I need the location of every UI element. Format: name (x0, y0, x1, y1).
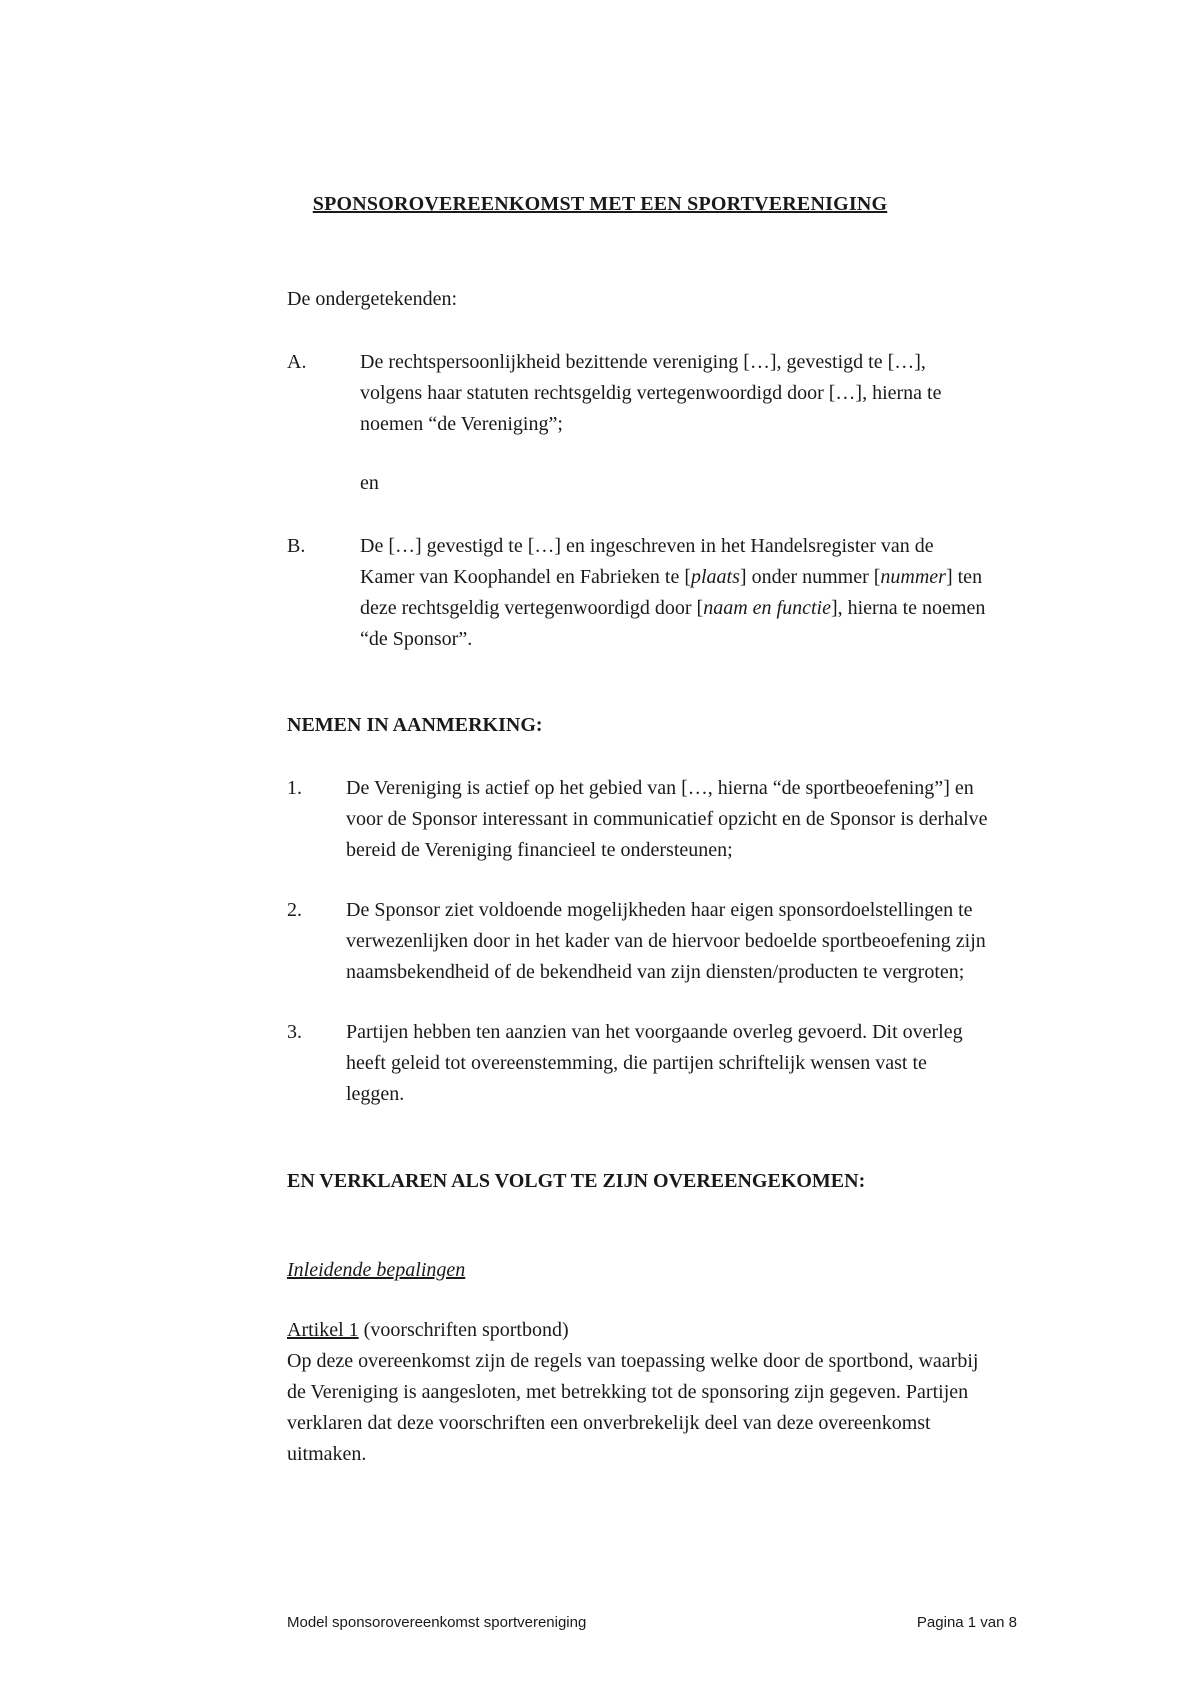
article-line: uitmaken. (287, 1443, 367, 1465)
article-1 (287, 1315, 1077, 1470)
party-a-label: A. (287, 351, 307, 373)
consideration-line: heeft geleid tot overeenstemming, die partijen schriftelijk wensen vast te (346, 1052, 927, 1074)
connector-text: en (360, 472, 379, 494)
intro-text: De ondergetekenden: (287, 288, 458, 310)
party-b-text-segment: ] ten (945, 566, 983, 588)
party-b-line: De […] gevestigd te […] en ingeschreven in het Handelsregister van de (360, 535, 934, 557)
consideration-text (346, 895, 1076, 988)
consideration-text (346, 1017, 1076, 1110)
party-b-text-segment: Kamer van Koophandel en Fabrieken te [ (360, 566, 691, 588)
placeholder-naam-functie: naam en functie (703, 597, 831, 619)
article-heading (287, 1315, 1077, 1346)
consideration-line: bereid de Vereniging financieel te ondersteunen; (346, 839, 733, 861)
considerations-heading: NEMEN IN AANMERKING: (287, 714, 543, 736)
party-b-text (360, 531, 1080, 655)
article-line: Op deze overeenkomst zijn de regels van toepassing welke door de sportbond, waarbij (287, 1350, 979, 1372)
party-b-line: “de Sponsor”. (360, 628, 473, 650)
party-a-line: volgens haar statuten rechtsgeldig vertegenwoordigd door […], hierna te (360, 382, 942, 404)
placeholder-plaats: plaats (691, 566, 740, 588)
consideration-number: 1. (287, 777, 302, 799)
party-b-line (360, 562, 1080, 593)
party-b-text-segment: ], hierna te noemen (830, 597, 986, 619)
consideration-line: naamsbekendheid of de bekendheid van zijn diensten/producten te vergroten; (346, 961, 965, 983)
consideration-line: voor de Sponsor interessant in communicatief opzicht en de Sponsor is derhalve (346, 808, 988, 830)
article-line: verklaren dat deze voorschriften een onverbrekelijk deel van deze overeenkomst (287, 1412, 931, 1434)
document-title: SPONSOROVEREENKOMST MET EEN SPORTVERENIGING (312, 193, 888, 215)
party-a-line: De rechtspersoonlijkheid bezittende vereniging […], gevestigd te […], (360, 351, 926, 373)
consideration-line: leggen. (346, 1083, 405, 1105)
consideration-text (346, 773, 1076, 866)
party-a-line: noemen “de Vereniging”; (360, 413, 563, 435)
placeholder-nummer: nummer (880, 566, 946, 588)
consideration-number: 2. (287, 899, 302, 921)
section-title: Inleidende bepalingen (287, 1259, 466, 1281)
consideration-line: De Vereniging is actief op het gebied van […, hierna “de sportbeoefening”] en (346, 777, 974, 799)
consideration-line: De Sponsor ziet voldoende mogelijkheden haar eigen sponsordoelstellingen te (346, 899, 973, 921)
party-b-text-segment: deze rechtsgeldig vertegenwoordigd door [ (360, 597, 704, 619)
declaration-heading: EN VERKLAREN ALS VOLGT TE ZIJN OVEREENGEKOMEN: (287, 1170, 866, 1192)
article-subtitle: (voorschriften sportbond) (358, 1319, 569, 1341)
party-b-line (360, 593, 1080, 624)
article-line: de Vereniging is aangesloten, met betrekking tot de sponsoring zijn gegeven. Partijen (287, 1381, 969, 1403)
party-b-label: B. (287, 535, 306, 557)
footer-document-name: Model sponsorovereenkomst sportvereniging (287, 1614, 587, 1631)
article-label: Artikel 1 (287, 1319, 359, 1341)
consideration-line: Partijen hebben ten aanzien van het voorgaande overleg gevoerd. Dit overleg (346, 1021, 963, 1043)
consideration-number: 3. (287, 1021, 302, 1043)
consideration-line: verwezenlijken door in het kader van de hiervoor bedoelde sportbeoefening zijn (346, 930, 986, 952)
footer-page-number: Pagina 1 van 8 (916, 1614, 1017, 1631)
party-b-text-segment: ] onder nummer [ (739, 566, 881, 588)
party-a-text (360, 347, 1080, 440)
